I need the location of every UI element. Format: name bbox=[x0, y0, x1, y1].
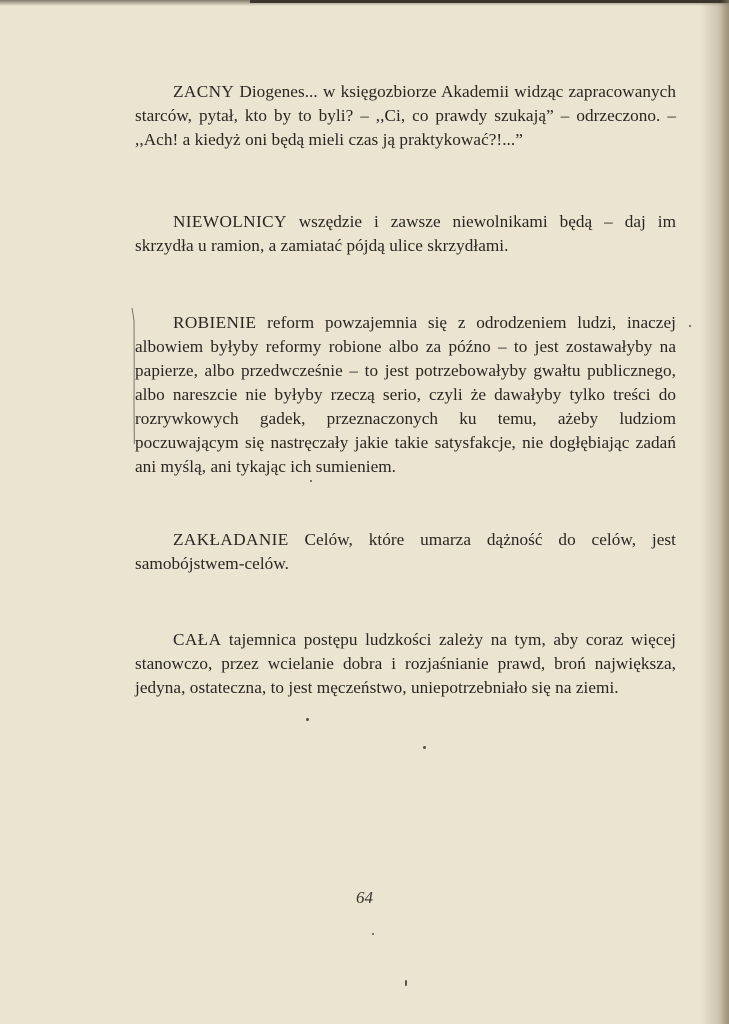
paragraph-zacny bbox=[135, 80, 676, 152]
paragraph-lead-word: CAŁA bbox=[173, 630, 222, 649]
paragraph-lead-word: ZACNY bbox=[173, 82, 235, 101]
paper-speck bbox=[310, 480, 312, 482]
paragraph-zakladanie bbox=[135, 528, 676, 576]
paper-speck bbox=[306, 718, 309, 721]
paragraph-lead-word: NIEWOLNICY bbox=[173, 212, 287, 231]
paragraph-lead-word: ROBIENIE bbox=[173, 313, 257, 332]
paragraph-robienie bbox=[135, 311, 676, 479]
page-number: 64 bbox=[356, 888, 373, 907]
paragraph-niewolnicy bbox=[135, 210, 676, 258]
paper-speck bbox=[689, 325, 691, 327]
paper-speck bbox=[423, 746, 426, 749]
paragraph-lead-word: ZAKŁADANIE bbox=[173, 530, 289, 549]
paragraph-body: reform powzajemnia się z odrodzeniem ludzi, inaczej albowiem byłyby reformy robione albo za późno – to jest zostawałyby na papierze, albo przedwcześnie – to jest potrzebowałyby gwałtu publicznego, albo nareszcie nie byłyby rzeczą serio, czyli że dawałyby tylko treści do rozrywkowych gadek, przeznaczonych ku temu, ażeby ludziom poczuwającym się nastręczały jakie takie satysfakcje, nie dogłębiając zadań ani myślą, ani tykając ich sumieniem. bbox=[135, 313, 676, 476]
paragraph-body: Diogenes... w księgozbiorze Akademii widząc zapracowanych starców, pytał, kto by to byli? – ,,Ci, co prawdy szukają” – odrzeczono. – ,,Ach! a kiedyż oni będą mieli czas ją praktykować?!...” bbox=[135, 82, 676, 149]
paragraph-body: wszędzie i zawsze niewolnikami będą – daj im skrzydła u ramion, a zamiatać pójdą ulice skrzydłami. bbox=[135, 212, 676, 255]
paragraph-cala bbox=[135, 628, 676, 700]
paper-speck bbox=[372, 933, 374, 935]
page-top-edge bbox=[250, 0, 729, 3]
paragraph-body: tajemnica postępu ludzkości zależy na tym, aby coraz więcej stanowczo, przez wcielanie dobra i rozjaśnianie prawd, broń największa, jedyna, ostateczna, to jest męczeństwo, uniepotrzebniało się na ziemi. bbox=[135, 630, 676, 697]
paper-speck bbox=[405, 980, 407, 986]
paragraph-body: Celów, które umarza dążność do celów, jest samobójstwem-celów. bbox=[135, 530, 676, 573]
page-right-edge bbox=[721, 0, 729, 1024]
